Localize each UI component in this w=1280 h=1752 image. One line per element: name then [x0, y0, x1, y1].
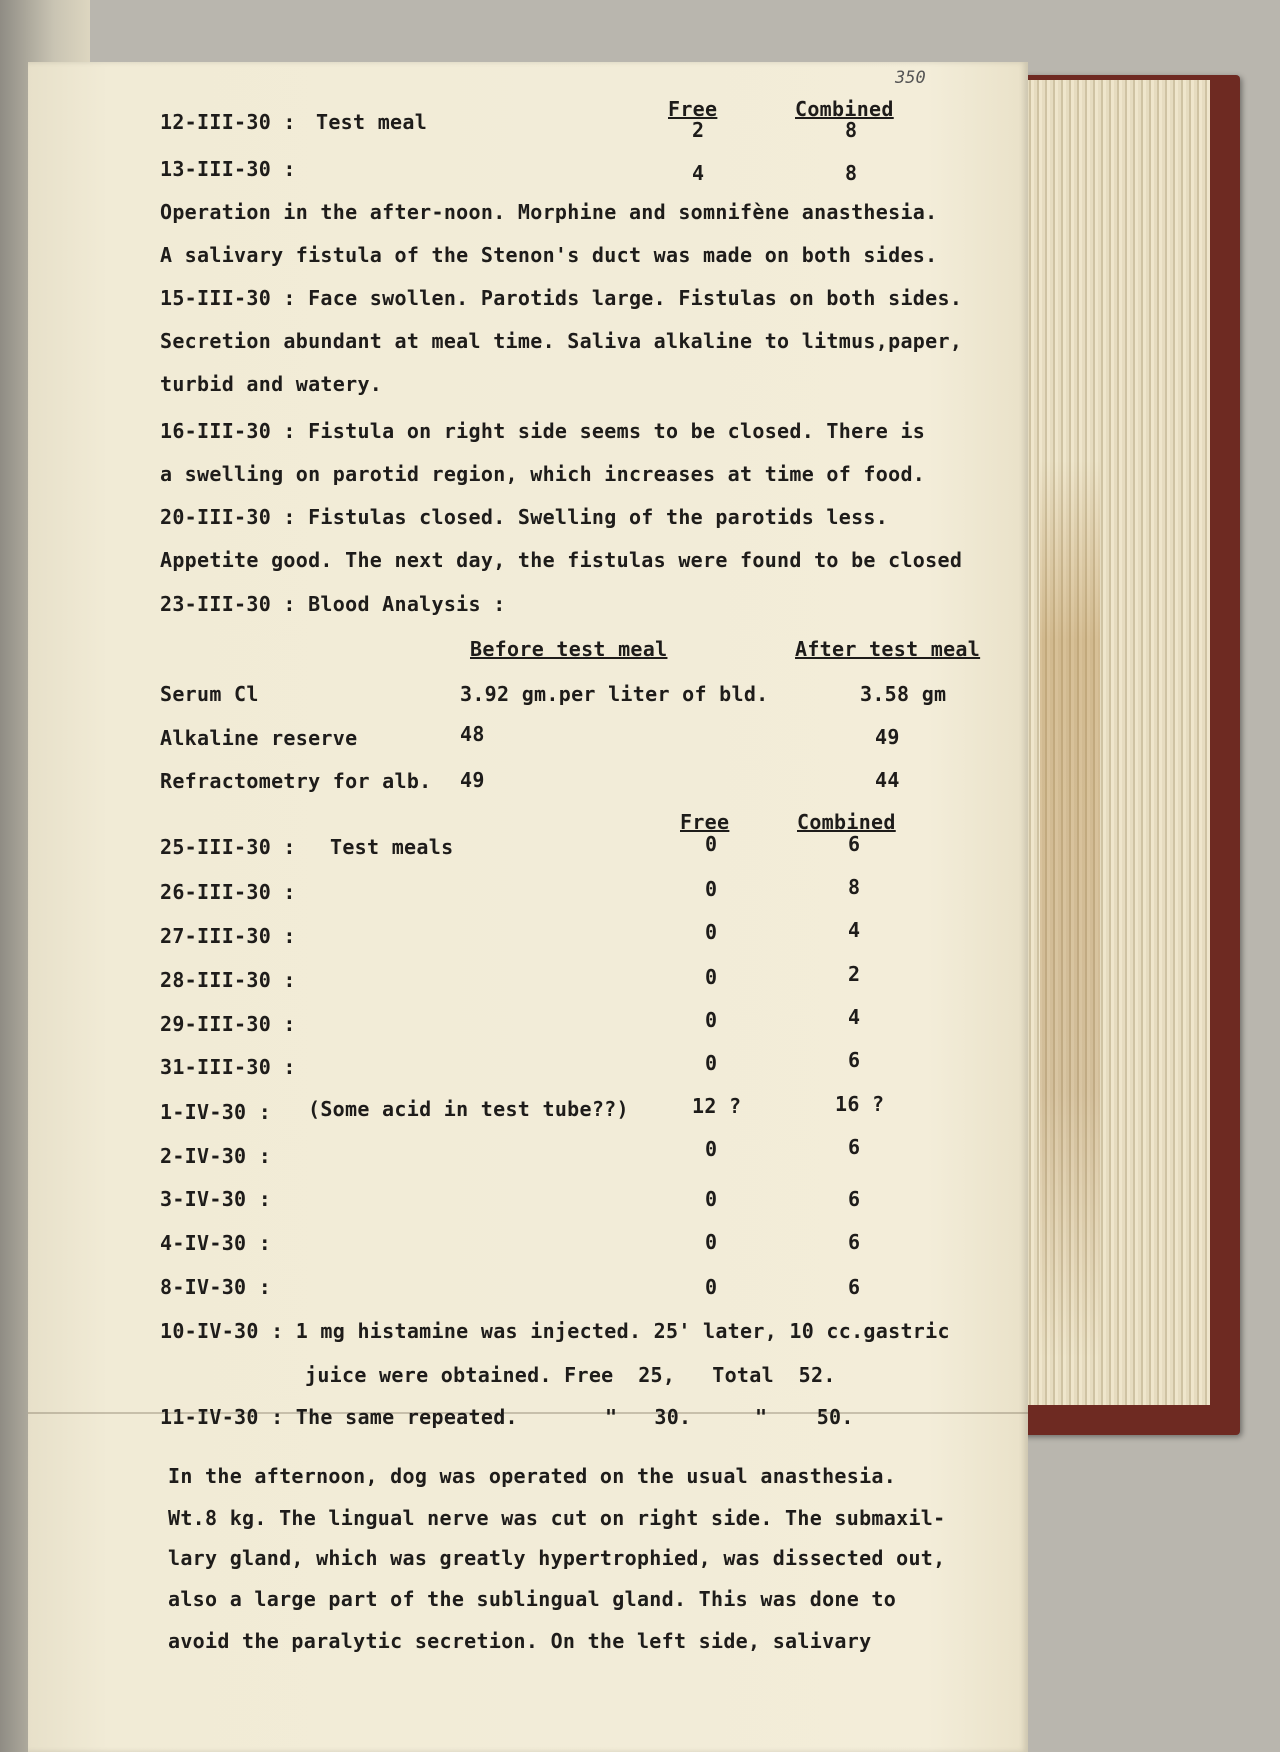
meal-free: 0 [705, 1008, 718, 1032]
meal-date: 31-III-30 : [160, 1055, 296, 1079]
value-free: 2 [692, 118, 705, 142]
text-line: lary gland, which was greatly hypertrophied, was dissected out, [168, 1546, 946, 1570]
text-line: 23-III-30 : Blood Analysis : [160, 592, 506, 616]
text-line: Wt.8 kg. The lingual nerve was cut on right side. The submaxil- [168, 1506, 946, 1530]
meal-date: 28-III-30 : [160, 968, 296, 992]
meal-free: 0 [705, 920, 718, 944]
blood-label: Serum Cl [160, 682, 259, 706]
text-line: avoid the paralytic secretion. On the left side, salivary [168, 1629, 872, 1653]
water-stain [1040, 460, 1100, 1360]
entry-date: 12-III-30 : [160, 110, 296, 134]
header-free-2: Free [680, 810, 730, 834]
blood-before: 3.92 gm.per liter of bld. [460, 682, 769, 706]
text-line: Operation in the after-noon. Morphine and somnifène anasthesia. [160, 200, 938, 224]
text-line: 15-III-30 : Face swollen. Parotids large. Fistulas on both sides. [160, 286, 963, 310]
meal-combined: 8 [848, 875, 861, 899]
header-combined-2: Combined [797, 810, 896, 834]
text-line: Appetite good. The next day, the fistulas were found to be closed [160, 548, 963, 572]
text-line: 16-III-30 : Fistula on right side seems to be closed. There is [160, 419, 926, 443]
meal-note: (Some acid in test tube??) [308, 1097, 629, 1121]
text-line: 11-IV-30 : The same repeated. [160, 1405, 518, 1429]
meal-free: 0 [705, 877, 718, 901]
ditto-total: " 50. [755, 1405, 854, 1429]
text-line: In the afternoon, dog was operated on the usual anasthesia. [168, 1464, 897, 1488]
meal-date: 1-IV-30 : [160, 1100, 272, 1124]
meal-free: 0 [705, 832, 718, 856]
text-line: a swelling on parotid region, which increases at time of food. [160, 462, 926, 486]
text-line: juice were obtained. Free 25, Total 52. [305, 1363, 836, 1387]
meal-note: Test meals [330, 835, 454, 859]
header-combined-1: Combined [795, 97, 894, 121]
value-combined: 8 [845, 161, 858, 185]
meal-combined: 6 [848, 1135, 861, 1159]
text-line: A salivary fistula of the Stenon's duct was made on both sides. [160, 243, 938, 267]
meal-free: 0 [705, 1275, 718, 1299]
blood-label: Refractometry for alb. [160, 769, 432, 793]
meal-combined: 6 [848, 1275, 861, 1299]
meal-date: 2-IV-30 : [160, 1144, 272, 1168]
header-free-1: Free [668, 97, 718, 121]
text-line: also a large part of the sublingual gland. This was done to [168, 1587, 897, 1611]
meal-date: 25-III-30 : [160, 835, 296, 859]
meal-free: 0 [705, 1187, 718, 1211]
meal-free: 12 ? [692, 1094, 742, 1118]
meal-combined: 16 ? [835, 1092, 885, 1116]
meal-combined: 2 [848, 962, 861, 986]
meal-date: 27-III-30 : [160, 924, 296, 948]
value-free: 4 [692, 161, 705, 185]
meal-free: 0 [705, 1137, 718, 1161]
meal-date: 29-III-30 : [160, 1012, 296, 1036]
entry-text: Test meal [316, 110, 428, 134]
meal-combined: 6 [848, 832, 861, 856]
value-combined: 8 [845, 118, 858, 142]
document-page [28, 62, 1028, 1752]
meal-date: 26-III-30 : [160, 880, 296, 904]
text-line: turbid and watery. [160, 372, 383, 396]
meal-combined: 4 [848, 1005, 861, 1029]
text-line: 10-IV-30 : 1 mg histamine was injected. 25' later, 10 cc.gastric [160, 1319, 950, 1343]
text-line: Secretion abundant at meal time. Saliva alkaline to litmus,paper, [160, 329, 963, 353]
meal-free: 0 [705, 1051, 718, 1075]
ditto-free: " 30. [605, 1405, 692, 1429]
meal-date: 4-IV-30 : [160, 1231, 272, 1255]
meal-combined: 6 [848, 1187, 861, 1211]
header-after-test-meal: After test meal [795, 637, 981, 661]
meal-free: 0 [705, 1230, 718, 1254]
blood-after: 3.58 gm [860, 682, 947, 706]
blood-label: Alkaline reserve [160, 726, 358, 750]
meal-date: 8-IV-30 : [160, 1275, 272, 1299]
meal-combined: 6 [848, 1048, 861, 1072]
meal-combined: 6 [848, 1230, 861, 1254]
text-line: 20-III-30 : Fistulas closed. Swelling of the parotids less. [160, 505, 889, 529]
blood-before: 49 [460, 768, 485, 792]
meal-date: 3-IV-30 : [160, 1187, 272, 1211]
blood-after: 44 [875, 768, 900, 792]
blood-after: 49 [875, 725, 900, 749]
meal-free: 0 [705, 965, 718, 989]
entry-date: 13-III-30 : [160, 157, 296, 181]
meal-combined: 4 [848, 918, 861, 942]
blood-before: 48 [460, 722, 485, 746]
header-before-test-meal: Before test meal [470, 637, 668, 661]
page-number: 350 [895, 68, 926, 88]
